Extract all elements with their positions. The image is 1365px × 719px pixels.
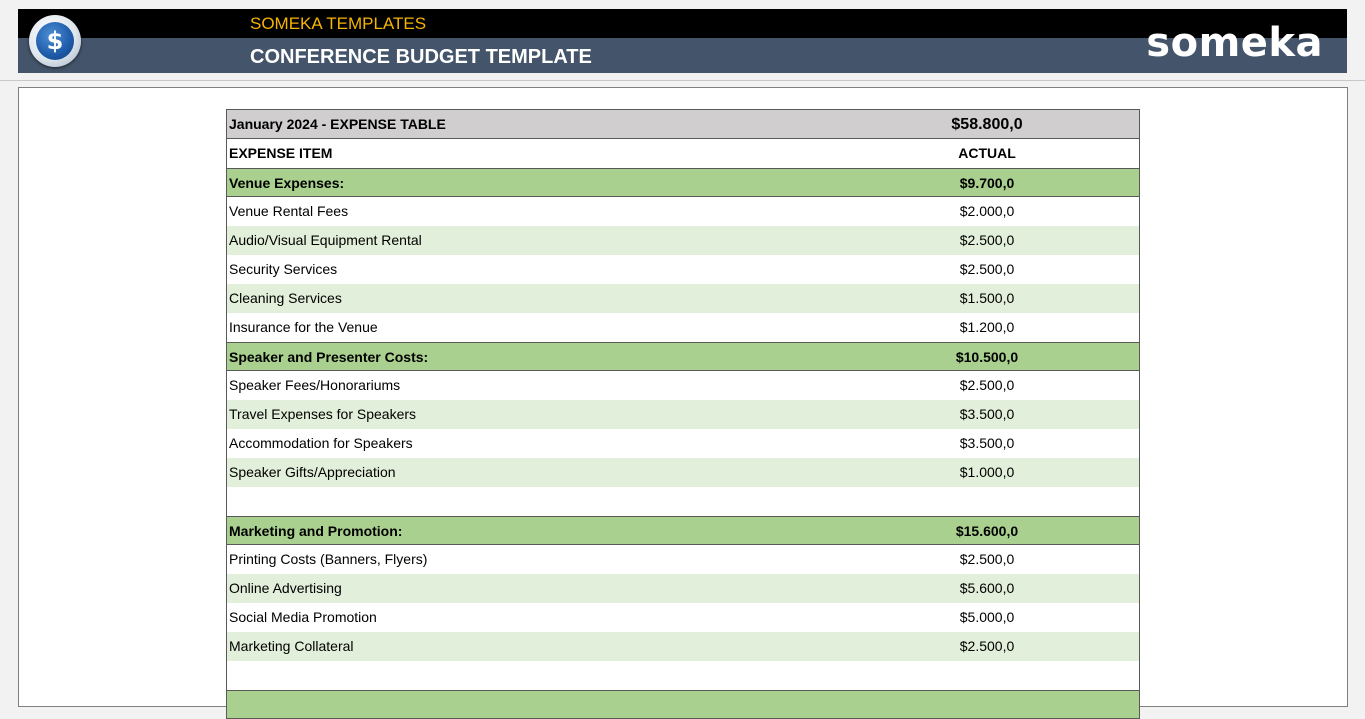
item-label: Insurance for the Venue xyxy=(229,319,378,335)
item-value: $3.500,0 xyxy=(959,406,1015,422)
table-row[interactable] xyxy=(227,197,1139,226)
table-row[interactable] xyxy=(227,313,1139,342)
spreadsheet-area xyxy=(18,87,1348,707)
item-label: Venue Rental Fees xyxy=(229,203,349,219)
item-value: $2.500,0 xyxy=(959,232,1015,248)
app-banner xyxy=(18,9,1347,73)
someka-logo[interactable]: someka xyxy=(1146,20,1323,66)
item-value: $2.500,0 xyxy=(959,638,1015,654)
header-divider xyxy=(0,80,1365,81)
section-name: Speaker and Presenter Costs: xyxy=(229,349,429,365)
item-value: $5.000,0 xyxy=(959,609,1015,625)
section-total: $10.500,0 xyxy=(955,349,1019,365)
item-value: $5.600,0 xyxy=(959,580,1015,596)
item-value: $2.000,0 xyxy=(959,203,1015,219)
item-label: Speaker Fees/Honorariums xyxy=(229,377,401,393)
item-value: $3.500,0 xyxy=(959,435,1015,451)
table-header-total: $58.800,0 xyxy=(951,116,1023,133)
table-header-row[interactable] xyxy=(227,110,1139,139)
section-name: Venue Expenses: xyxy=(229,175,345,191)
blank-row[interactable] xyxy=(227,487,1139,516)
item-value: $1.200,0 xyxy=(959,319,1015,335)
item-value: $2.500,0 xyxy=(959,377,1015,393)
dollar-coin-icon[interactable] xyxy=(29,15,81,67)
item-label: Security Services xyxy=(229,261,338,277)
item-value: $2.500,0 xyxy=(959,261,1015,277)
item-value: $1.000,0 xyxy=(959,464,1015,480)
item-label: Online Advertising xyxy=(229,580,342,596)
item-label: Social Media Promotion xyxy=(229,609,377,625)
table-row[interactable] xyxy=(227,371,1139,400)
section-total: $9.700,0 xyxy=(959,175,1015,191)
table-row[interactable] xyxy=(227,284,1139,313)
section-row[interactable] xyxy=(227,516,1139,545)
table-header-label: January 2024 - EXPENSE TABLE xyxy=(229,116,446,132)
item-label: Accommodation for Speakers xyxy=(229,435,413,451)
table-row[interactable] xyxy=(227,400,1139,429)
page-title: CONFERENCE BUDGET TEMPLATE xyxy=(250,46,592,68)
table-row[interactable] xyxy=(227,226,1139,255)
blank-row[interactable] xyxy=(227,661,1139,690)
item-label: Marketing Collateral xyxy=(229,638,354,654)
section-row[interactable] xyxy=(227,168,1139,197)
table-row[interactable] xyxy=(227,545,1139,574)
item-value: $2.500,0 xyxy=(959,551,1015,567)
brand-subtitle: SOMEKA TEMPLATES xyxy=(250,14,427,33)
item-label: Cleaning Services xyxy=(229,290,342,306)
section-row-partial[interactable] xyxy=(227,690,1139,719)
item-label: Speaker Gifts/Appreciation xyxy=(229,464,396,480)
column-header-row[interactable] xyxy=(227,139,1139,168)
section-row[interactable] xyxy=(227,342,1139,371)
table-row[interactable] xyxy=(227,429,1139,458)
column-header-item: EXPENSE ITEM xyxy=(229,145,333,161)
table-row[interactable] xyxy=(227,574,1139,603)
table-row[interactable] xyxy=(227,255,1139,284)
dollar-sign-glyph: $ xyxy=(36,22,74,60)
table-row[interactable] xyxy=(227,603,1139,632)
item-label: Travel Expenses for Speakers xyxy=(229,406,417,422)
expense-table xyxy=(226,109,1140,719)
section-name: Marketing and Promotion: xyxy=(229,523,403,539)
table-row[interactable] xyxy=(227,632,1139,661)
column-header-actual: ACTUAL xyxy=(958,145,1016,161)
item-label: Audio/Visual Equipment Rental xyxy=(229,232,422,248)
item-value: $1.500,0 xyxy=(959,290,1015,306)
item-label: Printing Costs (Banners, Flyers) xyxy=(229,551,428,567)
table-row[interactable] xyxy=(227,458,1139,487)
section-total: $15.600,0 xyxy=(955,523,1019,539)
